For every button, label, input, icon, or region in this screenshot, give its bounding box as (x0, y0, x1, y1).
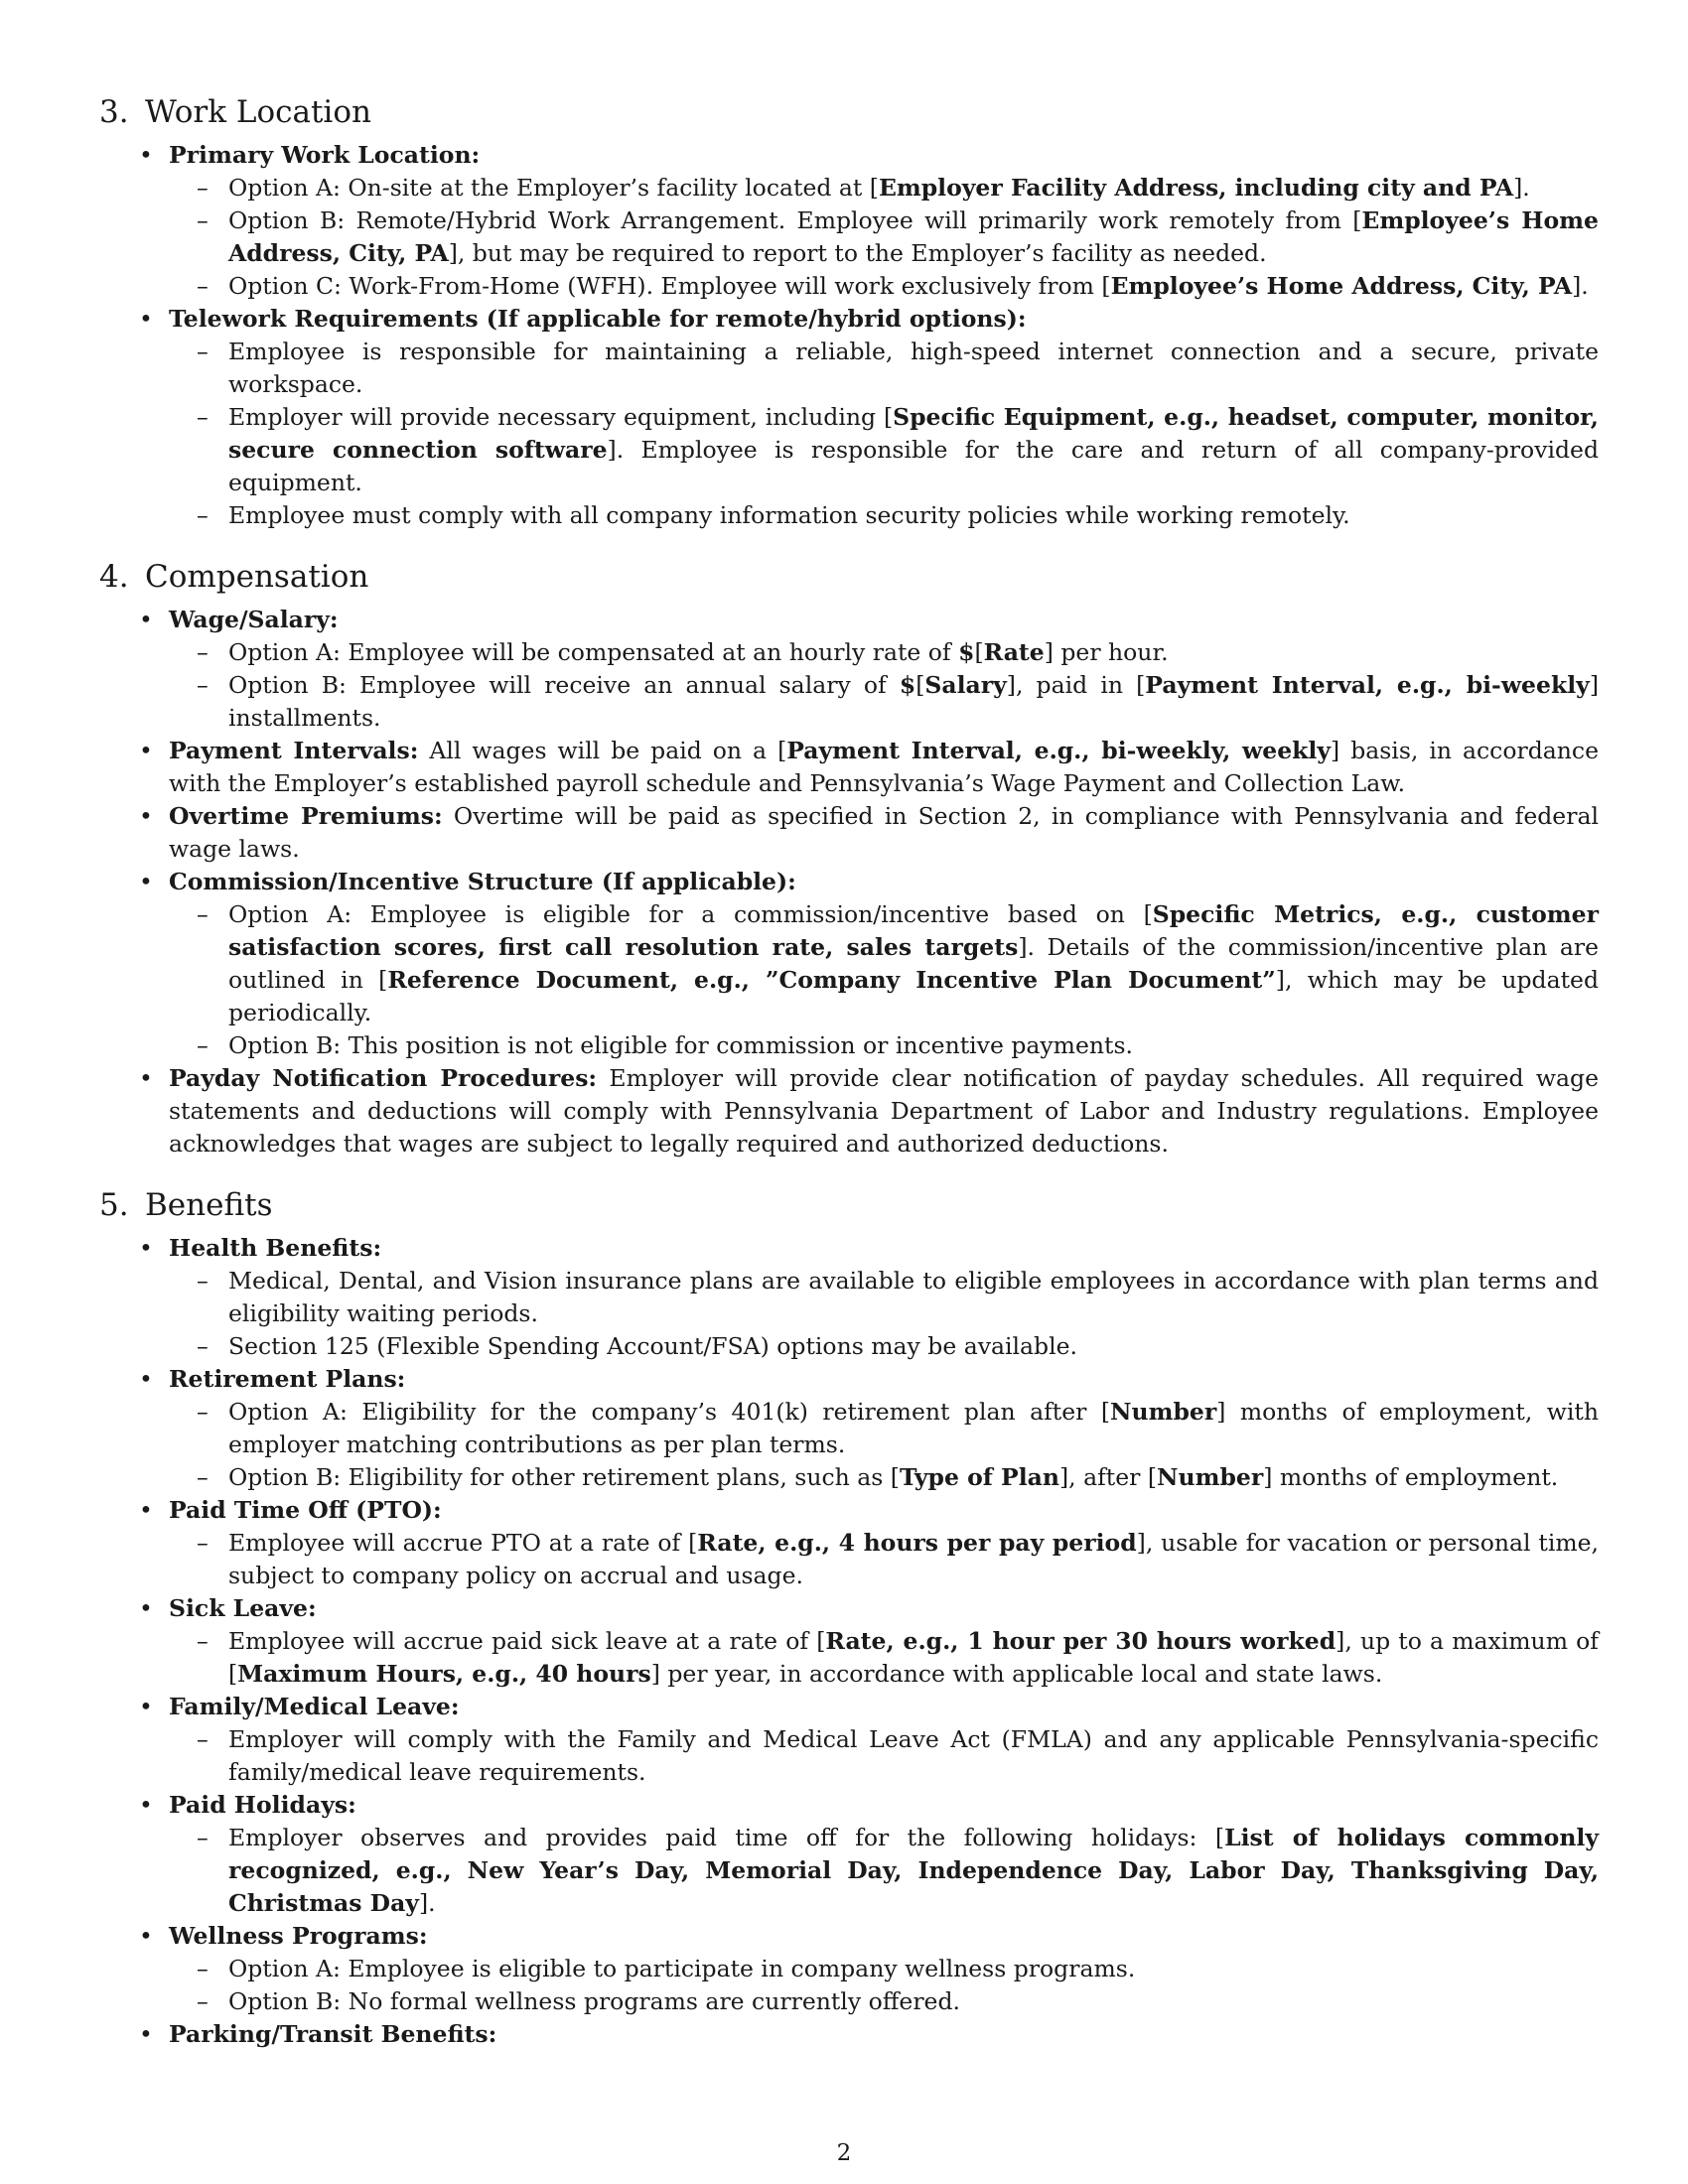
list-item (169, 303, 1599, 532)
bold-text: Rate, e.g., 4 hours per pay period (697, 1529, 1137, 1557)
text-run: Option B: No formal wellness programs are currently offered. (228, 1987, 960, 2015)
bold-text: Type of Plan (899, 1463, 1059, 1491)
text-run: Option B: This position is not eligible for commission or incentive payments. (228, 1031, 1133, 1059)
text-run: [ (1147, 1463, 1158, 1491)
text-run: [ (816, 1627, 826, 1655)
item-paragraph (169, 303, 1599, 336)
bold-text: Employee’s Home Address, City, PA (228, 206, 1599, 267)
list-item (169, 735, 1599, 800)
text-run: [ (1352, 206, 1362, 234)
bold-text: Number (1110, 1398, 1217, 1426)
section-heading (99, 91, 1599, 133)
text-run: ]. (1513, 174, 1530, 202)
sub-list-item (228, 401, 1599, 499)
sub-list (169, 172, 1599, 303)
sub-list-item (228, 636, 1599, 669)
text-run: Employee is responsible for maintaining a reliable, high-speed internet connection and a secure, private workspace. (228, 338, 1599, 398)
text-run: Employer will provide necessary equipment, including (228, 403, 884, 431)
text-run: Option A: Employee is eligible for a commission/incentive based on (228, 900, 1144, 928)
sub-list (169, 1822, 1599, 1920)
sub-list-item (228, 205, 1599, 270)
sub-list-item (228, 1461, 1599, 1494)
section-title: Compensation (145, 559, 369, 595)
text-run: [ (1143, 900, 1153, 928)
item-label: Wellness Programs: (169, 1922, 428, 1950)
list-item (169, 866, 1599, 1062)
list-item (169, 800, 1599, 866)
item-label: Commission/Incentive Structure (If applicable): (169, 868, 796, 895)
item-label: Retirement Plans: (169, 1365, 406, 1393)
bold-text: Number (1157, 1463, 1264, 1491)
list-item (169, 139, 1599, 303)
text-run: ]. (1572, 272, 1589, 300)
list-item (169, 604, 1599, 735)
text-run: [ (688, 1529, 698, 1557)
item-label: Payday Notification Procedures: (169, 1064, 598, 1092)
section-4 (99, 556, 1599, 1160)
item-label: Paid Holidays: (169, 1791, 356, 1819)
sub-list-item (228, 1625, 1599, 1691)
bold-text: Maximum Hours, e.g., 40 hours (237, 1660, 651, 1688)
item-paragraph (169, 1920, 1599, 1953)
text-run: ] months of employment, with employer matching contributions as per plan terms. (228, 1398, 1599, 1458)
section-number: 4. (99, 559, 129, 595)
text-run: ]. Employee is responsible for the care and return of all company-provided equipment. (228, 436, 1599, 496)
text-run: Employee will accrue paid sick leave at a rate of (228, 1627, 817, 1655)
text-run: ], but may be required to report to the Employer’s facility as needed. (448, 239, 1267, 267)
bold-text: Rate (983, 638, 1045, 666)
bold-text: Specific Equipment, e.g., headset, computer, monitor, secure connection software (228, 403, 1599, 464)
text-run: ], usable for vacation or personal time, subject to company policy on accrual and usage. (228, 1529, 1600, 1589)
item-label: Overtime Premiums: (169, 802, 443, 830)
bullet-list (99, 139, 1599, 532)
item-paragraph (169, 735, 1599, 800)
bold-text: List of holidays commonly recognized, e.g., New Year’s Day, Memorial Day, Independence Day, Labor Day, Thanksgiving Day, Christmas Day (228, 1824, 1599, 1917)
list-item (169, 1789, 1599, 1920)
text-run: All wages will be paid on a (418, 737, 778, 764)
text-run: Medical, Dental, and Vision insurance plans are available to eligible employees in accordance with plan terms and eligibility waiting periods. (228, 1267, 1599, 1327)
text-run: [ (883, 403, 894, 431)
text-run: ] installments. (228, 671, 1599, 732)
text-run: Option C: Work-From-Home (WFH). Employee will work exclusively from (228, 272, 1102, 300)
sub-list (169, 1396, 1599, 1494)
list-item (169, 1691, 1599, 1789)
sub-list (169, 1625, 1599, 1691)
sections-container (99, 91, 1599, 2051)
text-run: [ (777, 737, 787, 764)
text-run: Option B: Remote/Hybrid Work Arrangement. Employee will primarily work remotely from (228, 206, 1353, 234)
bold-text: Employer Facility Address, including city and PA (878, 174, 1514, 202)
sub-list-item (228, 1723, 1599, 1789)
item-paragraph (169, 1789, 1599, 1822)
text-run: [ (869, 174, 879, 202)
sub-list-item (228, 336, 1599, 401)
sub-list (169, 336, 1599, 532)
item-paragraph (169, 1691, 1599, 1723)
sub-list-item (228, 499, 1599, 532)
item-paragraph (169, 1494, 1599, 1527)
item-label: Paid Time Off (PTO): (169, 1496, 442, 1524)
text-run: [ (1136, 671, 1146, 699)
list-item (169, 1920, 1599, 2018)
bold-text: Payment Interval, e.g., bi-weekly (1145, 671, 1590, 699)
sub-list-item (228, 172, 1599, 205)
text-run: ], which may be updated periodically. (228, 966, 1599, 1026)
text-run: [ (1100, 1398, 1111, 1426)
list-item (169, 1363, 1599, 1494)
bold-text: Employee’s Home Address, City, PA (1110, 272, 1573, 300)
text-run: ] per hour. (1044, 638, 1169, 666)
item-paragraph (169, 2018, 1599, 2051)
text-run: Option A: Eligibility for the company’s 401(k) retirement plan after (228, 1398, 1101, 1426)
section-heading (99, 1184, 1599, 1226)
item-paragraph (169, 604, 1599, 636)
bold-text: Reference Document, e.g., ”Company Incentive Plan Document” (387, 966, 1276, 994)
item-paragraph (169, 1062, 1599, 1160)
sub-list (169, 1265, 1599, 1363)
section-5 (99, 1184, 1599, 2051)
text-run: Overtime will be paid as specified in Section 2, in compliance with Pennsylvania and federal wage laws. (169, 802, 1599, 863)
sub-list (169, 1723, 1599, 1789)
item-paragraph (169, 139, 1599, 172)
item-paragraph (169, 1232, 1599, 1265)
text-run: [ (915, 671, 925, 699)
item-label: Family/Medical Leave: (169, 1693, 460, 1720)
text-run: Employee will accrue PTO at a rate of (228, 1529, 689, 1557)
text-run: Option A: Employee will be compensated at an hourly rate of (228, 638, 959, 666)
sub-list-item (228, 1029, 1599, 1062)
bold-text: Payment Interval, e.g., bi-weekly, weekly (786, 737, 1332, 764)
bullet-list (99, 1232, 1599, 2051)
text-run: ] months of employment. (1263, 1463, 1559, 1491)
section-title: Benefits (145, 1187, 273, 1223)
list-item (169, 1062, 1599, 1160)
text-run: Employer observes and provides paid time off for the following holidays: (228, 1824, 1215, 1851)
sub-list-item (228, 1396, 1599, 1461)
sub-list-item (228, 1822, 1599, 1920)
list-item (169, 1592, 1599, 1691)
text-run: Employer will provide clear notification of payday schedules. All required wage statements and deductions will comply with Pennsylvania Department of Labor and Industry regulations. Employee acknowledges that wages are subject to legally required and authorized deductions. (169, 1064, 1599, 1158)
section-number: 3. (99, 94, 129, 130)
item-paragraph (169, 1592, 1599, 1625)
sub-list-item (228, 1330, 1599, 1363)
text-run: [ (228, 1660, 238, 1688)
section-number: 5. (99, 1187, 129, 1223)
list-item (169, 1494, 1599, 1592)
bold-text: Salary (924, 671, 1007, 699)
section-title: Work Location (145, 94, 371, 130)
item-label: Wage/Salary: (169, 606, 339, 633)
sub-list (169, 636, 1599, 735)
text-run: ], after (1058, 1463, 1148, 1491)
sub-list (169, 898, 1599, 1062)
bold-text: Specific Metrics, e.g., customer satisfaction scores, first call resolution rate, sales targets (228, 900, 1600, 961)
text-run: Employer will comply with the Family and Medical Leave Act (FMLA) and any applicable Pennsylvania-specific family/medical leave requirements. (228, 1725, 1599, 1786)
item-label: Payment Intervals: (169, 737, 419, 764)
item-paragraph (169, 866, 1599, 898)
text-run: Option A: Employee is eligible to participate in company wellness programs. (228, 1955, 1136, 1982)
text-run: ]. (418, 1889, 436, 1917)
sub-list-item (228, 1985, 1599, 2018)
sub-list-item (228, 1953, 1599, 1985)
text-run: Employee must comply with all company information security policies while working remotely. (228, 501, 1350, 529)
list-item (169, 2018, 1599, 2051)
bullet-list (99, 604, 1599, 1160)
item-label: Telework Requirements (If applicable for remote/hybrid options): (169, 305, 1027, 333)
page-number: 2 (836, 2140, 852, 2166)
sub-list (169, 1953, 1599, 2018)
text-run: Option B: Eligibility for other retirement plans, such as (228, 1463, 891, 1491)
bold-text: $ (958, 638, 975, 666)
text-run: Option B: Employee will receive an annual salary of (228, 671, 900, 699)
list-item (169, 1232, 1599, 1363)
text-run: ], up to a maximum of (1336, 1627, 1599, 1655)
bold-text: Rate, e.g., 1 hour per 30 hours worked (825, 1627, 1336, 1655)
text-run: [ (1101, 272, 1111, 300)
text-run: Section 125 (Flexible Spending Account/FSA) options may be available. (228, 1332, 1077, 1360)
item-label: Parking/Transit Benefits: (169, 2020, 497, 2048)
sub-list (169, 1527, 1599, 1592)
text-run: [ (1214, 1824, 1225, 1851)
sub-list-item (228, 669, 1599, 735)
text-run: ]. Details of the commission/incentive plan are outlined in (228, 933, 1599, 994)
text-run: ], paid in (1006, 671, 1137, 699)
text-run: Option A: On-site at the Employer’s facility located at (228, 174, 870, 202)
sub-list-item (228, 270, 1599, 303)
text-run: ] basis, in accordance with the Employer’s established payroll schedule and Pennsylvania’s Wage Payment and Collection Law. (169, 737, 1599, 797)
sub-list-item (228, 1527, 1599, 1592)
text-run: [ (890, 1463, 900, 1491)
section-3 (99, 91, 1599, 532)
sub-list-item (228, 898, 1599, 1029)
item-label: Sick Leave: (169, 1594, 317, 1622)
section-heading (99, 556, 1599, 598)
sub-list-item (228, 1265, 1599, 1330)
document-page (99, 91, 1599, 2051)
item-paragraph (169, 800, 1599, 866)
item-label: Primary Work Location: (169, 141, 481, 169)
item-label: Health Benefits: (169, 1234, 382, 1262)
text-run: [ (974, 638, 984, 666)
item-paragraph (169, 1363, 1599, 1396)
text-run: ] per year, in accordance with applicable local and state laws. (650, 1660, 1383, 1688)
text-run: [ (378, 966, 388, 994)
bold-text: $ (899, 671, 916, 699)
